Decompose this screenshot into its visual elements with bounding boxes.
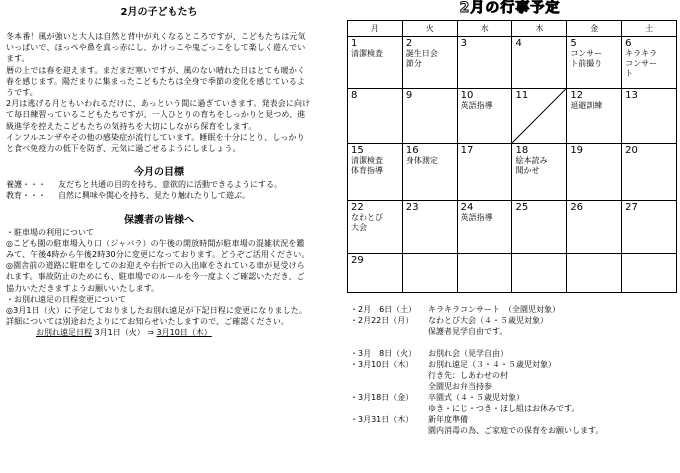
day-number: 2: [405, 38, 413, 49]
schedule-spacer: [350, 337, 678, 348]
calendar-day-cell: [457, 144, 512, 201]
guardians-title: 保護者の皆様へ: [124, 214, 194, 226]
day-number: 16: [405, 145, 419, 156]
day-number: 1: [351, 38, 358, 49]
parking-notice-2: ◎園舎前の道路に駐車をしてのお迎えや右折での入出庫をされている車が見受けられます。事故防止のためにも、駐車場でのルールを今一度よくご確認いただき、ご協力いただきますようお願いいたします。: [6, 261, 305, 293]
schedule-item: [350, 392, 678, 414]
day-header: 水: [457, 21, 512, 37]
schedule-line: 卒園式（４・５歳児対象）: [428, 393, 524, 402]
calendar-day-cell: [567, 201, 622, 254]
schedule-line: 新年度準備: [428, 415, 468, 424]
schedule-details: [428, 392, 678, 414]
calendar-day-cell: [622, 37, 677, 89]
calendar-day-cell: [622, 201, 677, 254]
day-number: 18: [515, 145, 529, 156]
calendar-week-row: [348, 254, 677, 293]
calendar-day-cell: [348, 144, 403, 201]
calendar-day-cell: [512, 89, 567, 144]
day-number: 10: [460, 90, 474, 101]
calendar-day-cell: [457, 201, 512, 254]
day-number: 11: [515, 90, 529, 101]
day-number: 15: [351, 145, 364, 156]
schedule-line: 園内消毒の為、ご家庭での保育をお願いします。: [428, 426, 604, 435]
calendar-day-cell: [348, 254, 403, 293]
farewell-to: 3月10日（木）: [156, 328, 212, 338]
day-number: 3: [460, 38, 468, 49]
calendar-week-row: [348, 144, 677, 201]
day-number: 27: [625, 202, 638, 213]
calendar-event: ト: [625, 69, 634, 78]
day-number: 13: [625, 90, 638, 101]
schedule-line: 行き先：しあわせの村: [428, 371, 508, 380]
calendar-event: 清潔検査: [351, 156, 383, 165]
calendar-week-row: [348, 201, 677, 254]
schedule-line: お別れ遠足（３・４・５歳児対象）: [428, 360, 556, 369]
farewell-body: ◎3月1日（火）に予定しておりましたお別れ遠足が下記日程に変更になりました。詳細については別途おたよりにてお知らせいたしますので、ご確認ください。: [6, 306, 307, 327]
kids-section-title: 2月の子どもたち: [120, 7, 198, 18]
calendar-title: 2月の行事予定: [459, 0, 561, 16]
calendar-day-cell: [622, 254, 677, 293]
calendar-day-cell: [567, 89, 622, 144]
calendar-day-cell: [512, 201, 567, 254]
schedule-details: [428, 348, 678, 359]
kids-section-body: 冬本番！風が強いと大人は自然と背中が丸くなるところですが、こどもたちは元気いっぱいで、ほっぺや鼻を真っ赤にし、かけっこや鬼ごっこをして楽しく遊んでいます。 暦の上では春を迎えます。まだまだ寒いですが、風のない晴れた日はとても暖かく春を感じます。陽だまりに集まったこどもたちは全身で季節の変化を感じているようです。 2月は逃げる月ともいわれるだけに、あっという間に過ぎていきます。発表会に向けて毎日練習っているこどもたちですが、一人ひとりの育ちをしっかりと見つめ、進級進学を控えたこどもたちの気持ちを大切にしながら保育をします。 インフルエンザやその他の感染症が流行しています。睡眠を十分にとり、しっかりと食べ免疫力の低下を防ぎ、元気に過ごせるようにしましょう。: [6, 32, 311, 154]
calendar-day-cell: [402, 254, 457, 293]
calendar-event: 聞かせ: [515, 166, 540, 175]
schedule-date: ・2月 6日（土）: [350, 305, 417, 314]
schedule-item: [350, 315, 678, 337]
goals-list: [6, 179, 312, 201]
holiday-slash: [512, 89, 566, 143]
calendar-day-cell: [622, 89, 677, 144]
schedule-details: [428, 414, 678, 436]
schedule-line: お別れ会（見学自由）: [428, 349, 508, 358]
schedule-line: なわとび大会（４・５歳児対象）: [428, 316, 548, 325]
day-number: 25: [515, 202, 529, 213]
schedule-item: [350, 348, 678, 359]
schedule-date: ・2月22日（月）: [350, 316, 414, 325]
parking-heading: ・駐車場の利用について: [6, 227, 94, 237]
day-header: 木: [512, 21, 567, 37]
calendar-event: 体育指導: [351, 166, 383, 175]
schedule-date: ・3月 8日（火）: [350, 349, 417, 358]
day-number: 5: [570, 38, 577, 49]
schedule-details: [428, 304, 678, 315]
goal-label: 養護・・・: [6, 180, 46, 190]
calendar-day-cell: [402, 201, 457, 254]
calendar-event: キラキラ: [625, 49, 658, 58]
schedule-item: [350, 414, 678, 436]
schedule-date: ・3月31日（木）: [350, 415, 414, 424]
calendar-day-cell: [512, 37, 567, 89]
day-number: 8: [351, 90, 358, 101]
day-number: 29: [351, 255, 364, 266]
day-header: 月: [348, 21, 403, 37]
schedule-line: 保護者見学自由です。: [428, 327, 508, 336]
calendar-day-cell: [567, 254, 622, 293]
farewell-heading: ・お別れ遠足の日程変更について: [6, 294, 126, 304]
farewell-label: お別れ遠足日程: [36, 328, 92, 338]
calendar-table: [347, 20, 677, 293]
day-number: 4: [515, 38, 522, 49]
calendar-event: 絵本読み: [515, 156, 548, 165]
calendar-event: 大会: [351, 223, 367, 232]
day-number: 26: [570, 202, 584, 213]
calendar-event: 退避訓練: [570, 101, 603, 110]
calendar-event: 節分: [405, 59, 422, 68]
day-number: 6: [625, 38, 632, 49]
arrow-icon: ⇒: [147, 328, 154, 338]
calendar-day-cell: [348, 201, 403, 254]
day-number: 22: [351, 202, 364, 213]
goal-item: [6, 179, 312, 190]
calendar-event: 英語指導: [460, 213, 493, 222]
calendar-day-cell: [512, 254, 567, 293]
calendar-event: コンサー: [570, 49, 603, 58]
schedule-date: ・3月18日（金）: [350, 393, 414, 402]
calendar-day-cell: [567, 144, 622, 201]
goal-label: 教育・・・: [6, 191, 46, 201]
goal-text: 友だちと共通の目的を持ち、意欲的に活動できるようにする。: [58, 180, 282, 190]
goal-text: 自然に興味や関心を持ち、見たり触れたりして遊ぶ。: [58, 191, 251, 201]
calendar-day-cell: [567, 37, 622, 89]
schedule-line: ゆき・にじ・つき・ほし組はお休みです。: [428, 404, 580, 413]
calendar-event: 身体測定: [405, 156, 438, 165]
calendar-day-cell: [622, 144, 677, 201]
calendar-day-cell: [402, 144, 457, 201]
event-schedule-list: [350, 304, 678, 436]
left-column: [6, 6, 312, 339]
calendar-day-cell: [457, 89, 512, 144]
farewell-date-change: [36, 327, 312, 338]
calendar-day-cell: [402, 89, 457, 144]
day-number: 17: [460, 145, 474, 156]
farewell-from: 3月1日（火）: [94, 328, 145, 338]
day-header: 火: [402, 21, 457, 37]
day-header: 土: [622, 21, 677, 37]
calendar-day-cell: [457, 37, 512, 89]
parking-notice-1: ◎こども園の駐車場入り口（ジャバラ）の午後の開放時間が駐車場の混雑状況を鑑みて、午後4時から午後2時30分に変更になっております。どうぞご活用ください。: [6, 238, 310, 260]
day-number: 23: [405, 202, 419, 213]
calendar-event: なわとび: [351, 213, 383, 222]
calendar-event: 清潔検査: [351, 49, 383, 58]
day-header: 金: [567, 21, 622, 37]
day-number: 24: [460, 202, 474, 213]
goals-title: 今月の目標: [134, 167, 184, 179]
calendar-header-row: [348, 21, 677, 37]
calendar-event: 誕生日会: [405, 49, 438, 58]
calendar-event: コンサー: [625, 59, 658, 68]
calendar-week-row: [348, 37, 677, 89]
calendar-event: 英語指導: [460, 101, 493, 110]
calendar-day-cell: [348, 37, 403, 89]
schedule-details: [428, 315, 678, 337]
goal-item: [6, 190, 312, 201]
schedule-item: [350, 359, 678, 392]
calendar-day-cell: [512, 144, 567, 201]
day-number: 9: [405, 90, 413, 101]
schedule-line: 全園児お弁当持参: [428, 382, 492, 391]
schedule-line: キラキラコンサート （全園児対象）: [428, 305, 560, 314]
day-number: 12: [570, 90, 584, 101]
day-number: 19: [570, 145, 584, 156]
calendar-day-cell: [348, 89, 403, 144]
calendar-day-cell: [402, 37, 457, 89]
calendar-event: ト前撮り: [570, 59, 603, 68]
calendar-week-row: [348, 89, 677, 144]
schedule-item: [350, 304, 678, 315]
day-number: 20: [625, 145, 638, 156]
schedule-details: [428, 359, 678, 392]
schedule-date: ・3月10日（木）: [350, 360, 414, 369]
calendar-day-cell: [457, 254, 512, 293]
